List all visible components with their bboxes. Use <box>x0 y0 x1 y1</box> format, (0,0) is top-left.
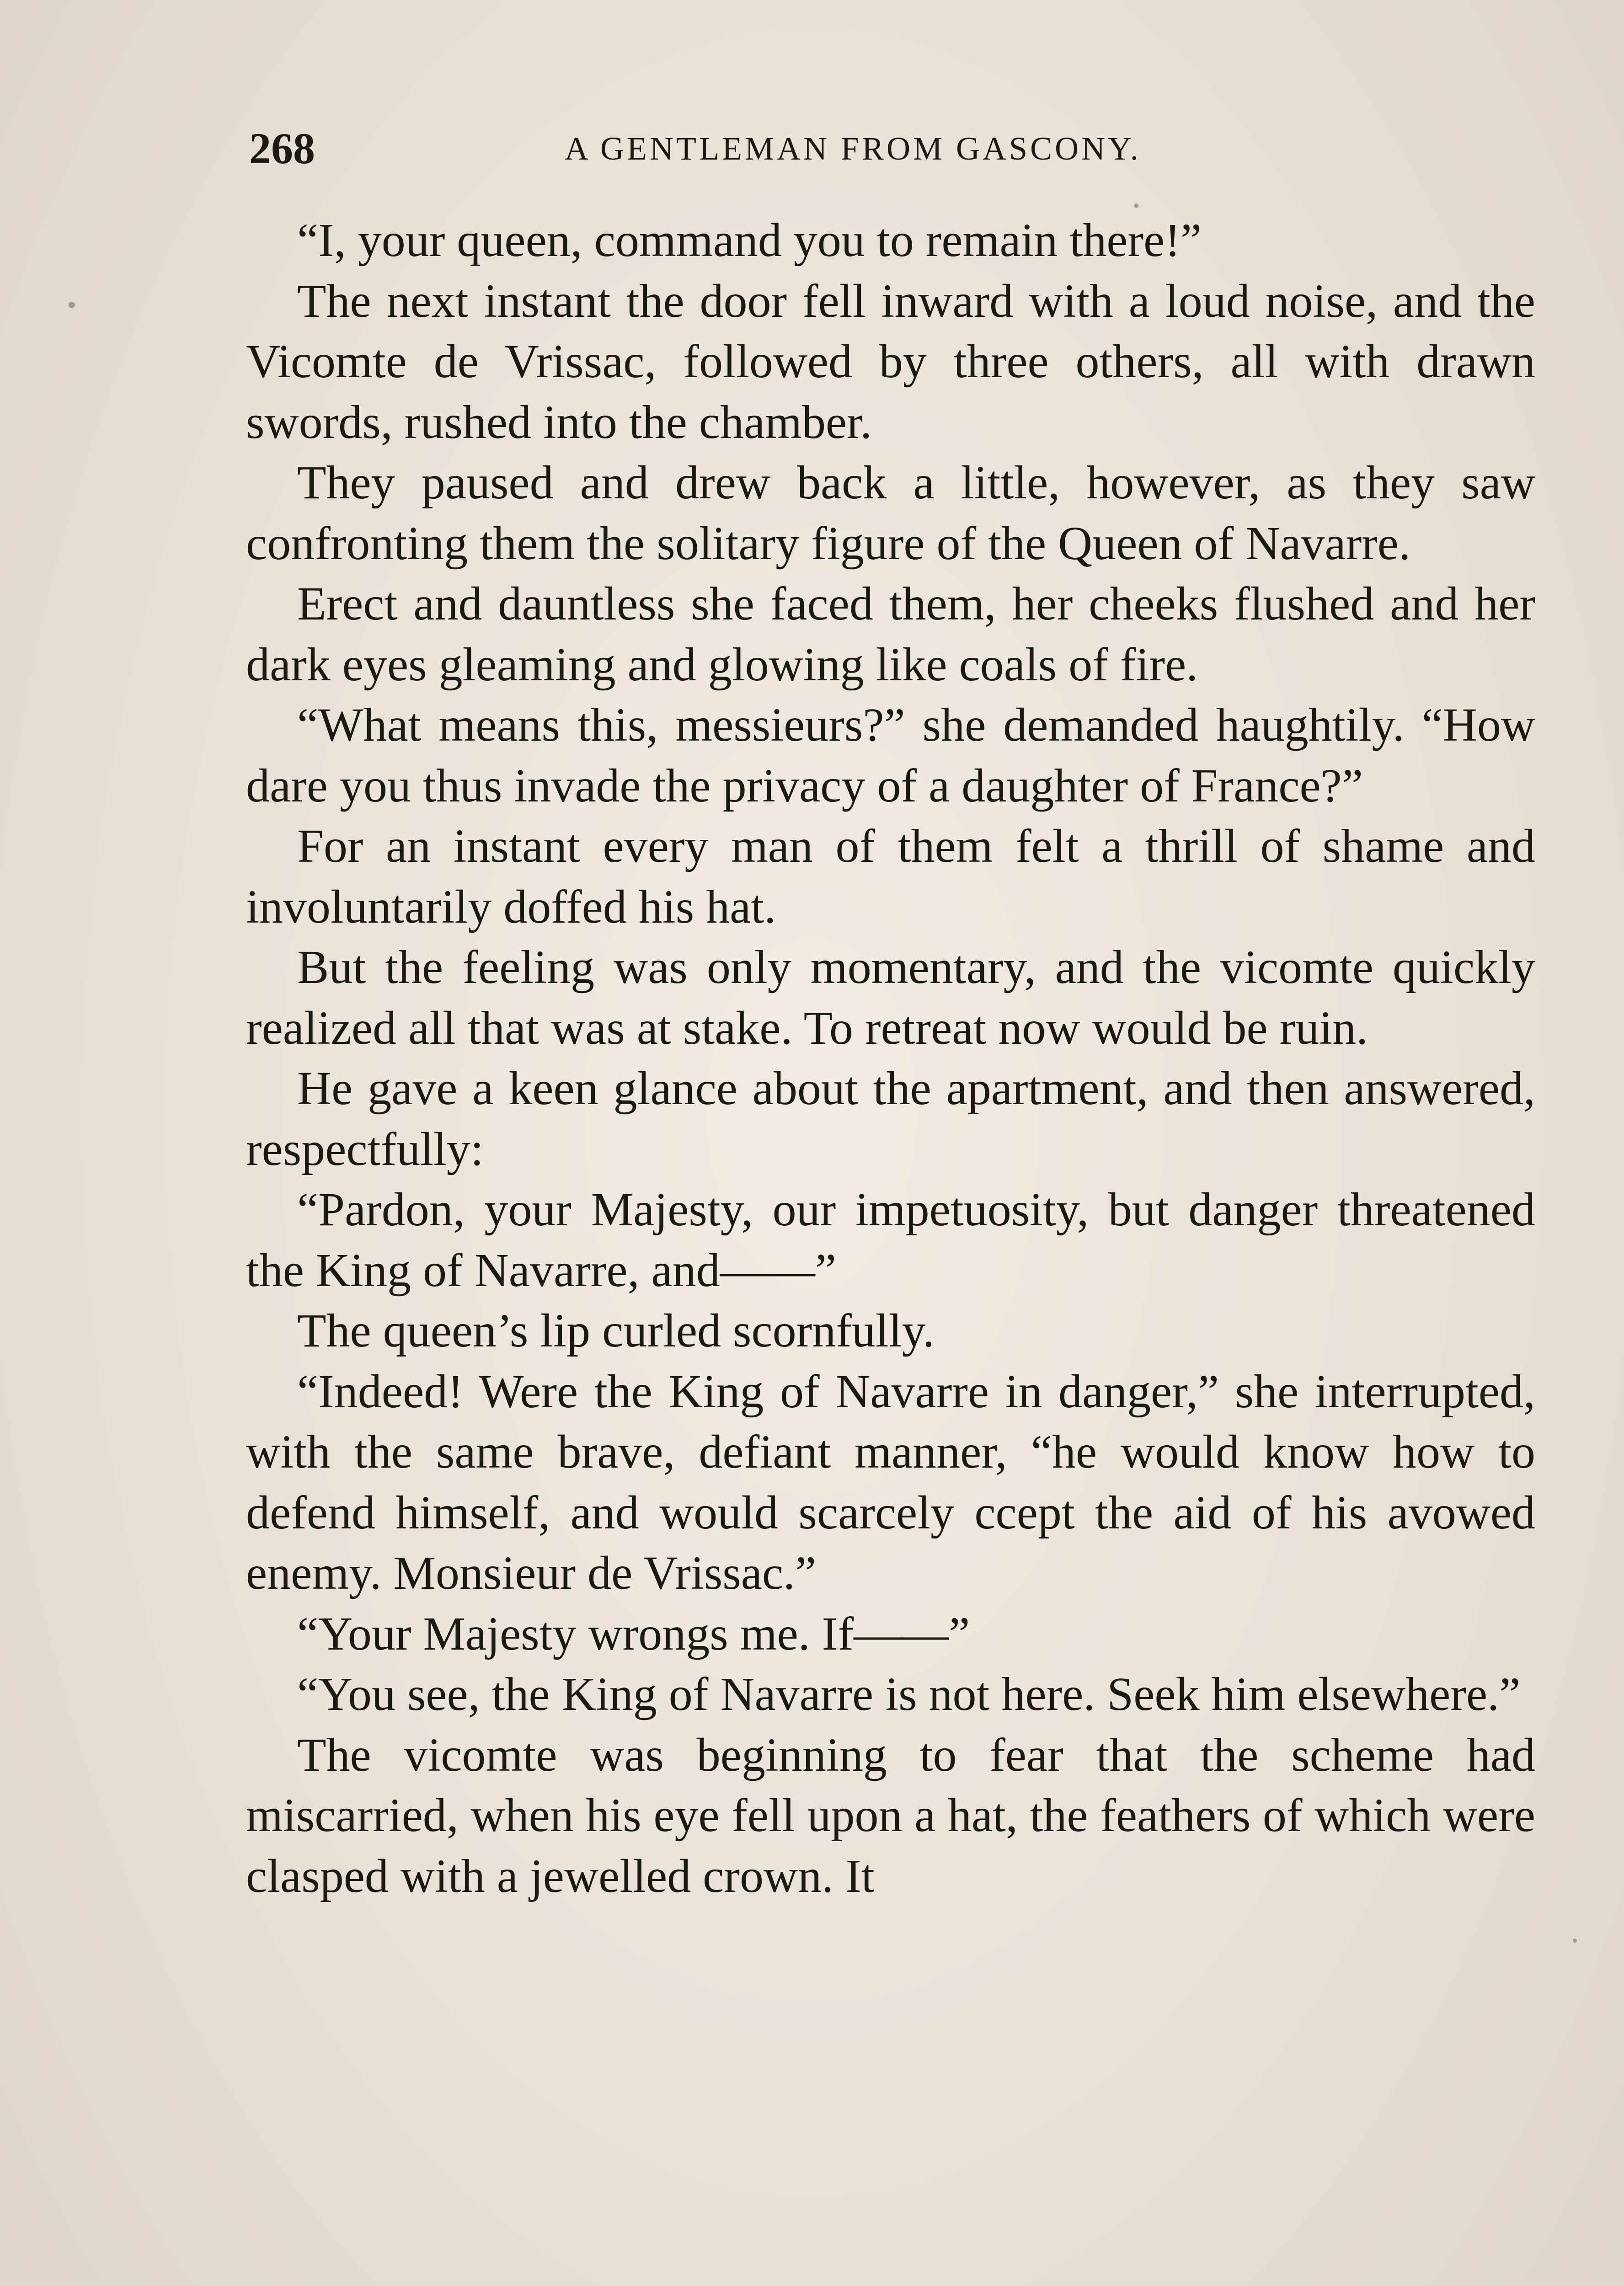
paper-speck <box>69 302 75 308</box>
page-number: 268 <box>249 124 315 173</box>
paragraph: They paused and drew back a little, however, as they saw confronting them the solitary figure of the Queen of Navarre. <box>246 456 1535 570</box>
paragraph: “Indeed! Were the King of Navarre in danger,” she interrupted, with the same brave, defiant manner, “he would know how to defend himself, and would scarcely ccept the aid of his avowed enemy. Monsieur de Vrissac.” <box>246 1365 1535 1599</box>
body-text <box>246 210 1535 1907</box>
running-title: A GENTLEMAN FROM GASCONY. <box>565 130 1141 167</box>
paragraph: The next instant the door fell inward with a loud noise, and the Vicomte de Vrissac, followed by three others, all with drawn swords, rushed into the chamber. <box>246 274 1535 449</box>
paragraph: “What means this, messieurs?” she demanded haughtily. “How dare you thus invade the privacy of a daughter of France?” <box>246 699 1535 812</box>
paragraph: But the feeling was only momentary, and the vicomte quickly realized all that was at stake. To retreat now would be ruin. <box>246 941 1535 1054</box>
paragraph: “Pardon, your Majesty, our impetuosity, but danger threatened the King of Navarre, and——” <box>246 1183 1535 1297</box>
paragraph: For an instant every man of them felt a thrill of shame and involuntarily doffed his hat. <box>246 820 1535 933</box>
paragraph: He gave a keen glance about the apartment, and then answered, respectfully: <box>246 1062 1535 1175</box>
paragraph: “I, your queen, command you to remain there!” <box>297 214 1202 267</box>
paragraph: Erect and dauntless she faced them, her cheeks flushed and her dark eyes gleaming and glowing like coals of fire. <box>246 577 1535 691</box>
paragraph: The vicomte was beginning to fear that the scheme had miscarried, when his eye fell upon a hat, the feathers of which were clasped with a jewelled crown. It <box>246 1728 1535 1902</box>
paper-speck <box>1134 203 1138 208</box>
paper-speck <box>1573 1939 1577 1943</box>
paragraph: The queen’s lip curled scornfully. <box>297 1304 935 1357</box>
paragraph: “You see, the King of Navarre is not here. Seek him elsewhere.” <box>297 1668 1521 1720</box>
page-header <box>249 121 1269 176</box>
paragraph: “Your Majesty wrongs me. If——” <box>297 1607 970 1660</box>
